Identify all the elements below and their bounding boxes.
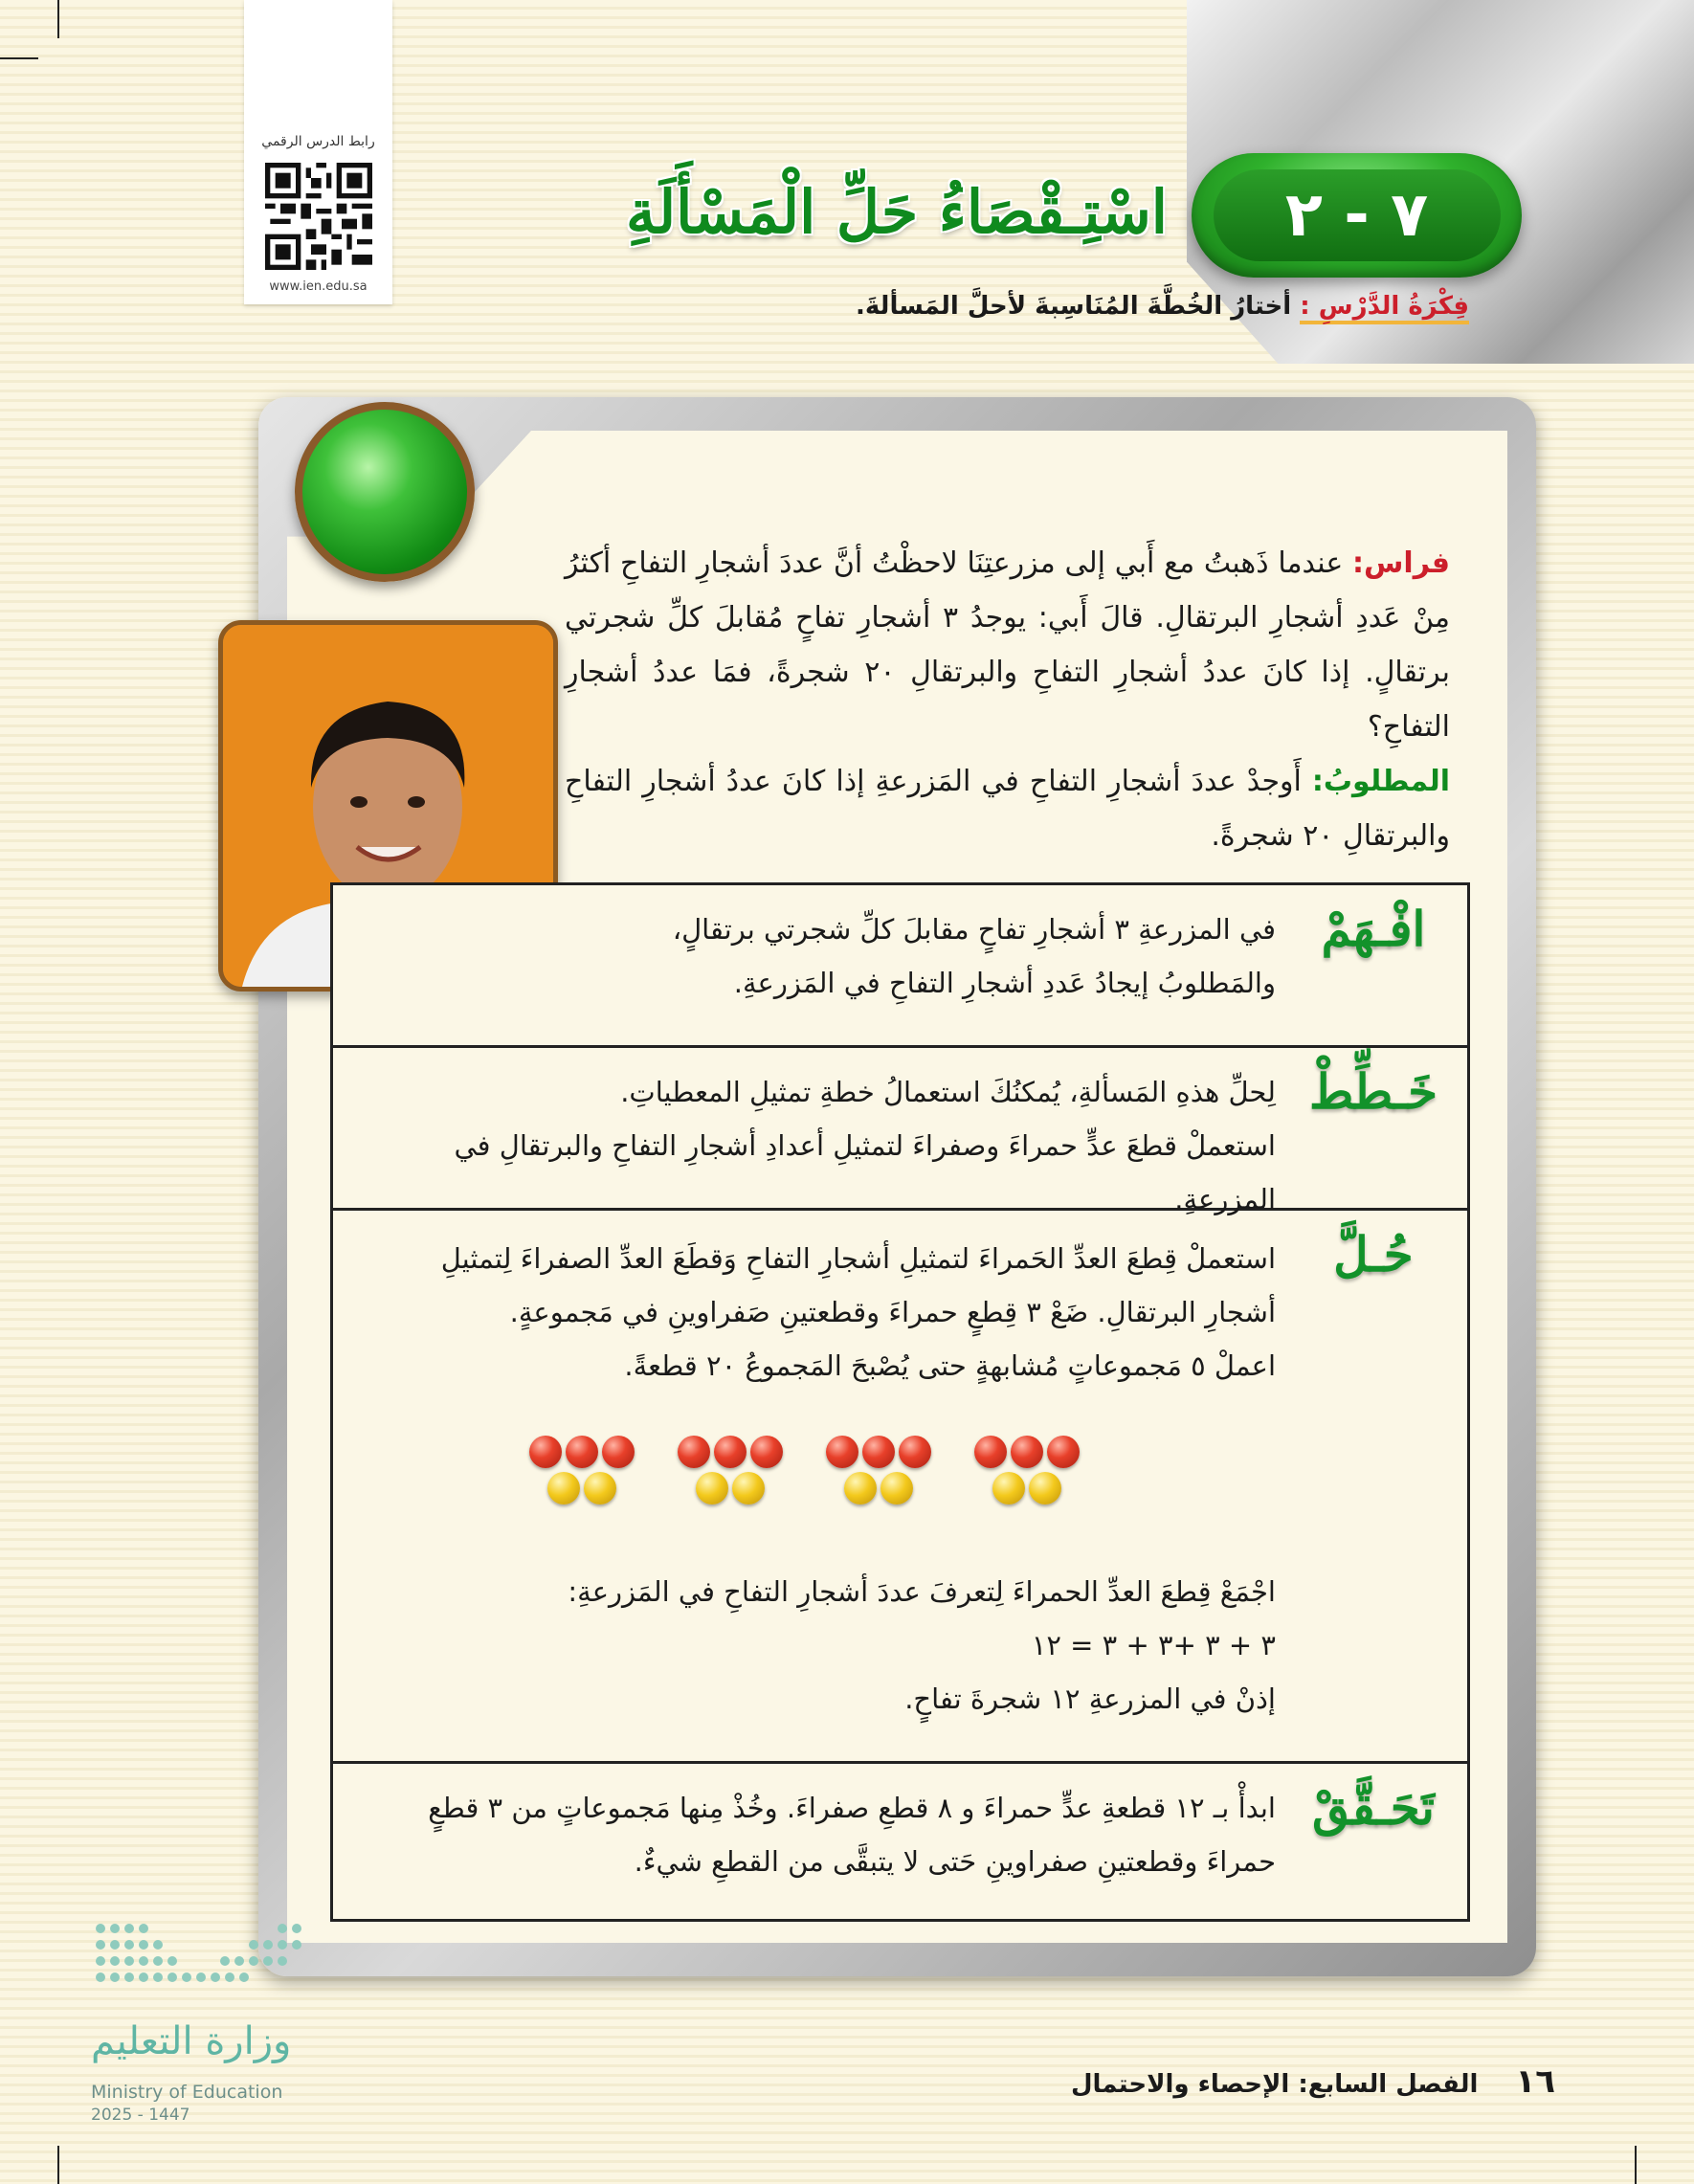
ministry-year: 2025 - 1447	[91, 2106, 190, 2125]
text-line: استعملْ قطعَ عدٍّ حمراءَ وصفراءَ لتمثيلِ أعدادِ أشجارِ التفاحِ والبرتقالِ في المزرعةِ.	[454, 1129, 1276, 1215]
step-solve-label: حُـلَّ	[1333, 1226, 1414, 1282]
lesson-idea	[383, 292, 1469, 321]
counter-group	[826, 1436, 941, 1531]
counter-groups	[367, 1436, 1276, 1531]
red-counter	[566, 1436, 598, 1468]
lesson-idea-label: فِكْرَةُ الدَّرْسِ :	[1300, 292, 1469, 324]
text-line: اجْمَعْ قِطعَ العدِّ الحمراءَ لِتعرفَ عددَ أشجارِ التفاحِ في المَزرعةِ:	[568, 1575, 1276, 1608]
red-counter	[1047, 1436, 1080, 1468]
text-line: لِحلِّ هذهِ المَسألةِ، يُمكنُكَ استعمالُ خطةِ تمثيلِ المعطياتِ.	[620, 1076, 1276, 1108]
counter-group	[974, 1436, 1089, 1531]
step-check	[333, 1764, 1467, 1915]
step-solve	[333, 1211, 1467, 1764]
step-check-label: تَحَـقَّقْ	[1312, 1779, 1435, 1836]
lesson-title: اسْتِـقْصَاءُ حَلِّ الْمَسْأَلَةِ	[626, 177, 1168, 247]
crop-mark	[0, 57, 38, 59]
step-solve-result	[367, 1565, 1276, 1726]
counter-group	[678, 1436, 792, 1531]
text-line: اعملْ ٥ مَجموعاتٍ مُشابهةٍ حتى يُصْبحَ المَجموعُ ٢٠ قطعةً.	[624, 1349, 1276, 1382]
yellow-counter	[732, 1472, 765, 1504]
ministry-logo	[91, 1914, 311, 2163]
problem-paragraph	[565, 536, 1450, 754]
yellow-counter	[696, 1472, 728, 1504]
page-number: ١٦	[1515, 2062, 1555, 2101]
red-counter	[862, 1436, 895, 1468]
crop-mark	[57, 2146, 59, 2184]
red-counter	[750, 1436, 783, 1468]
text-line: استعملْ قِطعَ العدِّ الحَمراءَ لتمثيلِ أشجارِ التفاحِ وَقطَعَ العدِّ الصفراءَ لِتمثيلِ أشجارِ البرتقالِ. ضَعْ ٣ قِطعٍ حمراءَ وقطعتينِ صَفراوينِ في مَجموعةٍ.	[440, 1242, 1276, 1328]
ministry-name-ar: وزارة التعليم	[91, 2019, 292, 2063]
qr-url[interactable]: www.ien.edu.sa	[269, 279, 368, 294]
ministry-dots-icon	[91, 1914, 311, 2000]
yellow-counter	[880, 1472, 913, 1504]
page-footer	[1005, 2062, 1555, 2101]
problem-statement	[565, 536, 1450, 863]
required-text: أَوجدْ عددَ أشجارِ التفاحِ في المَزرعةِ إذا كانَ عددُ أشجارِ التفاحِ والبرتقالِ ٢٠ شجرةً.	[565, 765, 1450, 853]
qr-card[interactable]	[244, 0, 392, 304]
yellow-counter	[584, 1472, 616, 1504]
red-counter	[602, 1436, 635, 1468]
step-plan	[333, 1048, 1467, 1215]
red-counter	[826, 1436, 858, 1468]
red-counter	[974, 1436, 1007, 1468]
solution-steps-table	[330, 882, 1470, 1922]
red-counter	[1011, 1436, 1043, 1468]
yellow-counter	[547, 1472, 580, 1504]
problem-text: عندما ذَهبتُ مع أَبي إلى مزرعتِنَا لاحظْتُ أنَّ عددَ أشجارِ التفاحِ أكثرُ مِنْ عَددِ أشجارِ البرتقالِ. قالَ أَبي: يوجدُ ٣ أشجارِ تفاحٍ مُقابلَ كلِّ شجرتي برتقالٍ. إذا كانَ عددُ أشجارِ التفاحِ والبرتقالِ ٢٠ شجرةً، فمَا عددُ أشجارِ التفاحِ؟	[565, 546, 1450, 744]
chapter-label: الفصل السابع:	[1298, 2070, 1479, 2099]
text-line: في المزرعةِ ٣ أشجارِ تفاحٍ مقابلَ كلِّ شجرتي برتقالٍ،	[672, 913, 1276, 946]
counter-group	[529, 1436, 644, 1531]
qr-code-icon[interactable]	[265, 163, 372, 270]
crop-mark	[57, 0, 59, 38]
lesson-number-badge	[1192, 153, 1522, 278]
yellow-counter	[992, 1472, 1025, 1504]
step-plan-label: خَـطِّطْ	[1308, 1063, 1438, 1120]
step-understand	[333, 885, 1467, 1048]
text-line: والمَطلوبُ إيجادُ عَددِ أشجارِ التفاحِ في المَزرعةِ.	[733, 967, 1276, 999]
equation: ٣ + ٣ +٣ + ٣ = ١٢	[1031, 1629, 1276, 1661]
yellow-counter	[844, 1472, 877, 1504]
red-counter	[899, 1436, 931, 1468]
step-understand-text	[367, 903, 1276, 1010]
crop-mark	[1635, 2146, 1637, 2184]
speaker-name: فراس:	[1352, 546, 1450, 580]
green-sphere-decoration	[295, 402, 475, 582]
step-check-text: ابدأْ بـ ١٢ قطعةِ عدٍّ حمراءَ و ٨ قطعِ صفراءَ. وخُذْ مِنها مَجموعاتٍ من ٣ قطعٍ حمراءَ وقطعتينِ صفراوينِ حَتى لا يتبقَّى من القطعِ شيءٌ.	[428, 1792, 1276, 1878]
lesson-number: ٧ - ٢	[1214, 169, 1501, 261]
lesson-idea-text: أختارُ الخُطَّةَ المُنَاسِبةَ لأحلَّ المَسألةَ.	[856, 292, 1292, 321]
ministry-name-en: Ministry of Education	[91, 2082, 283, 2103]
chapter-title: الإحصاء والاحتمال	[1070, 2070, 1290, 2099]
text-line: إذنْ في المزرعةِ ١٢ شجرةَ تفاحٍ.	[904, 1683, 1276, 1715]
red-counter	[529, 1436, 562, 1468]
step-plan-text	[367, 1065, 1276, 1226]
required-paragraph	[565, 754, 1450, 863]
step-solve-text	[367, 1232, 1276, 1393]
red-counter	[678, 1436, 710, 1468]
red-counter	[714, 1436, 747, 1468]
step-understand-label: افْـهَمْ	[1321, 901, 1426, 957]
required-label: المطلوبُ:	[1311, 765, 1450, 798]
qr-label: رابط الدرس الرقمي	[261, 134, 375, 149]
yellow-counter	[1029, 1472, 1061, 1504]
